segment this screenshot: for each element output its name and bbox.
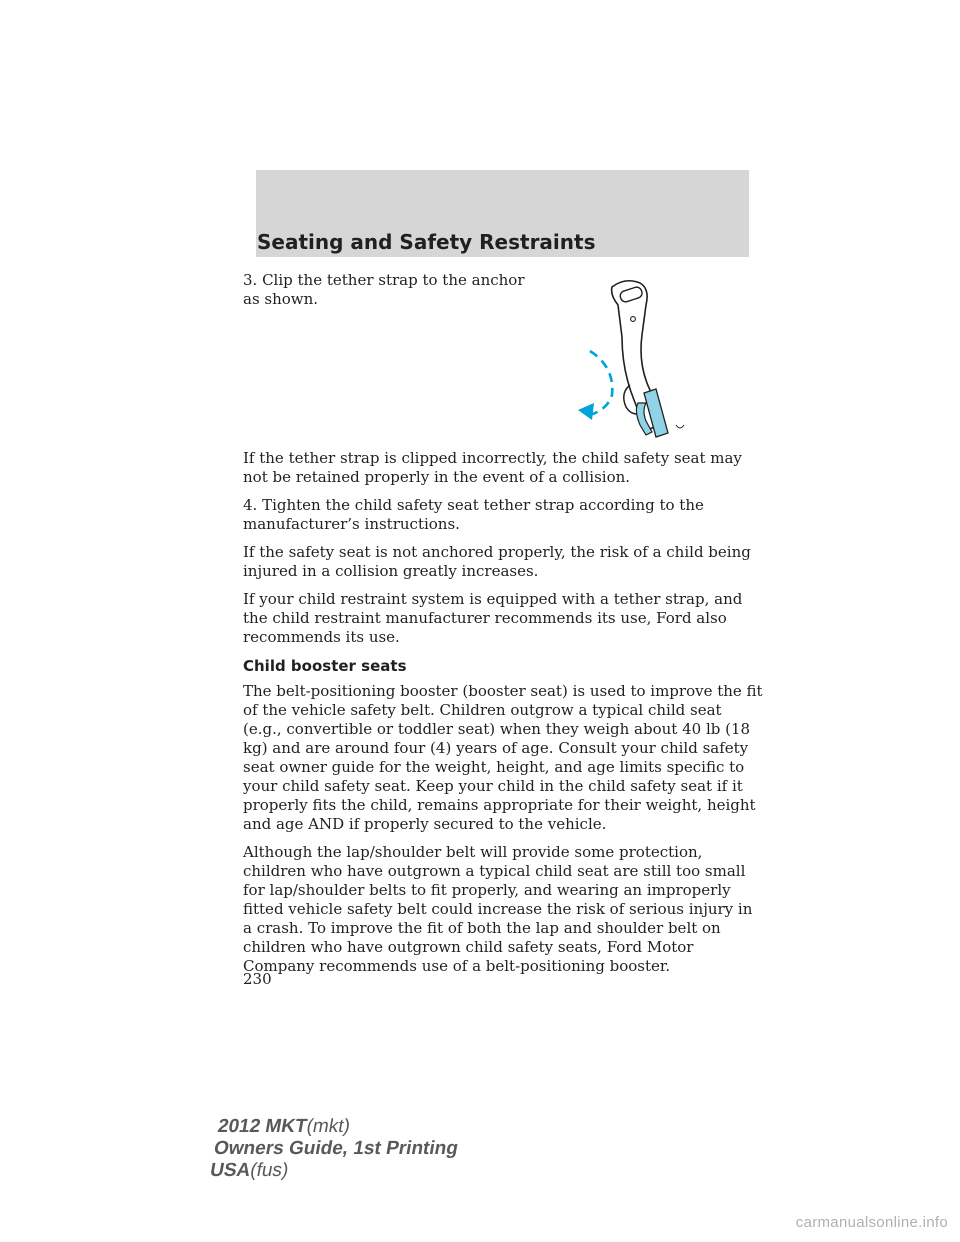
body-text — [243, 449, 763, 985]
paragraph: The belt-positioning booster (booster seat) is used to improve the fit of the vehicle safety belt. Children outgrow a typical child seat (e.g., convertible or toddler seat) when they weigh about 40 lb (18 kg) and are around four (4) years of age. Consult your child safety seat owner guide for the weight, height, and age limits specific to your child safety seat. Keep your child in the child safety seat if it properly fits the child, remains appropriate for their weight, height and age AND if properly secured to the vehicle. — [243, 682, 763, 833]
paragraph: 4. Tighten the child safety seat tether strap according to the manufacturer’s instructions. — [243, 496, 704, 533]
subheading-child-booster-seats: Child booster seats — [243, 657, 407, 675]
tether-anchor-clip-illustration-icon — [570, 275, 700, 445]
watermark: carmanualsonline.info — [795, 1214, 948, 1231]
section-title: Seating and Safety Restraints — [257, 230, 596, 254]
paragraph: Although the lap/shoulder belt will provide some protection, children who have outgrown a typical child seat are still too small for lap/shoulder belts to fit properly, and wearing an improperly fitted vehicle safety belt could increase the risk of serious injury in a crash. To improve the fit of both the lap and shoulder belt on children who have outgrown child safety seats, Ford Motor Company recommends use of a belt-positioning booster. — [243, 843, 753, 975]
tether-anchor-figure — [570, 275, 700, 445]
paragraph: If the safety seat is not anchored properly, the risk of a child being injured in a collision greatly increases. — [243, 543, 751, 580]
document-footer — [208, 1116, 464, 1182]
footer-model: 2012 MKT — [216, 1116, 309, 1137]
page-number: 230 — [243, 970, 272, 988]
footer-printing: Owners Guide, 1st Printing — [212, 1138, 460, 1159]
step-3-text: 3. Clip the tether strap to the anchor as shown. — [243, 271, 525, 308]
paragraph: If your child restraint system is equipped with a tether strap, and the child restraint manufacturer recommends its use, Ford also recommends its use. — [243, 590, 743, 646]
footer-market: USA — [208, 1160, 253, 1181]
footer-model-code: (mkt) — [304, 1116, 352, 1137]
paragraph: If the tether strap is clipped incorrectly, the child safety seat may not be retained properly in the event of a collision. — [243, 449, 742, 486]
footer-market-code: (fus) — [248, 1160, 291, 1181]
